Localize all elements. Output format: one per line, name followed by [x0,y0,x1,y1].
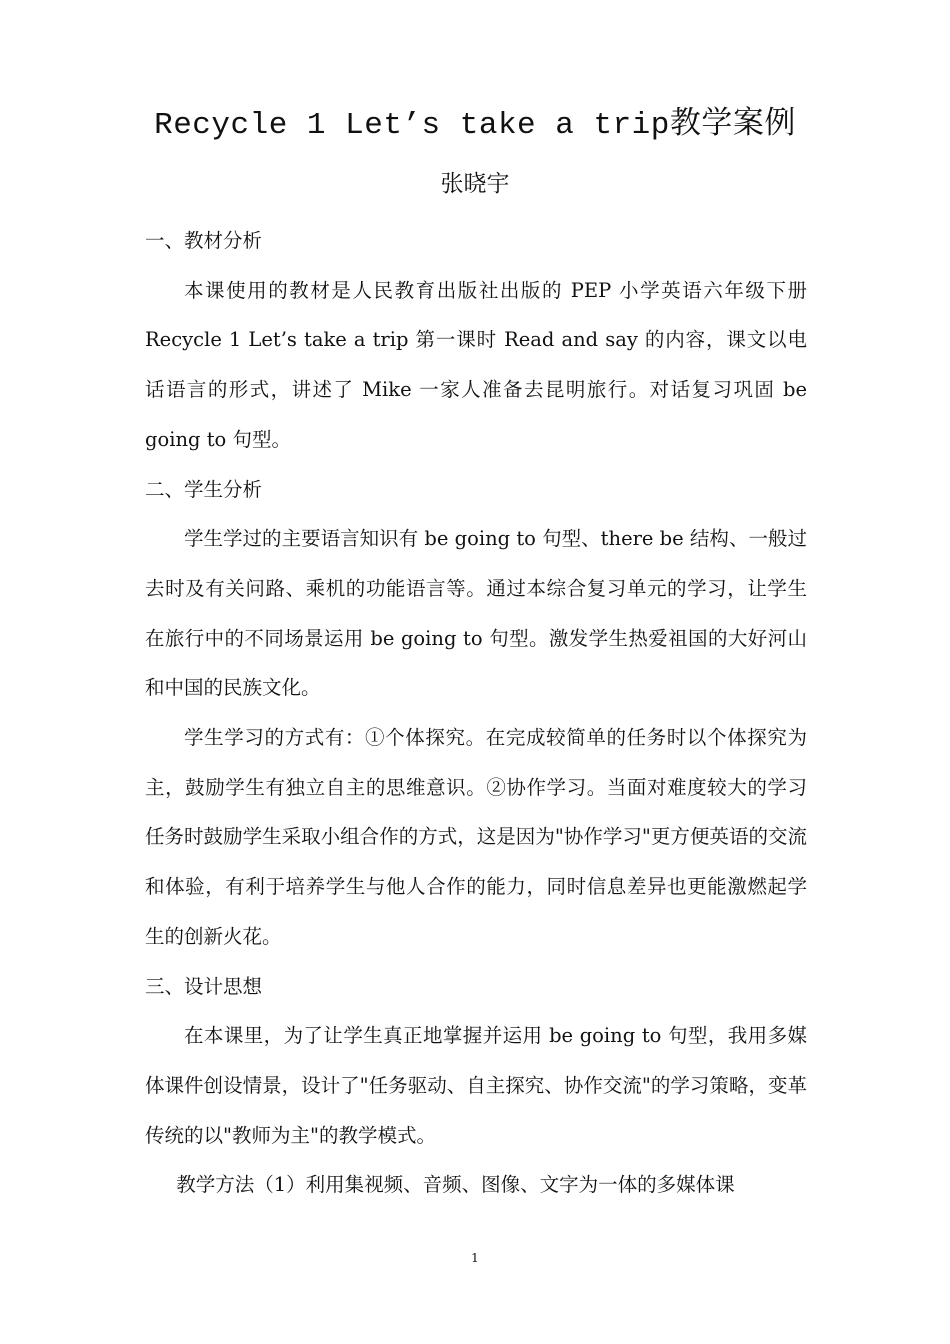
section-paragraph: 学生学习的方式有：①个体探究。在完成较简单的任务时以个体探究为主，鼓励学生有独立自主的思维意识。②协作学习。当面对难度较大的学习任务时鼓励学生采取小组合作的方式，这是因为"协作学习"更方便英语的交流和体验，有利于培养学生与他人合作的能力，同时信息差异也更能激燃起学生的创新火花。 [145,726,807,948]
page-number: 1 [471,1251,479,1265]
document-title: Recycle 1 Let’s take a trip教学案例 [154,108,796,143]
section-paragraph: 学生学过的主要语言知识有 be going to 句型、there be 结构、一般过去时及有关问路、乘机的功能语言等。通过本综合复习单元的学习，让学生在旅行中的不同场景运用 be going to 句型。激发学生热爱祖国的大好河山和中国的民族文化。 [145,527,807,700]
document-author: 张晓宇 [440,171,510,197]
section-heading: 一、教材分析 [145,229,263,252]
section-paragraph: 本课使用的教材是人民教育出版社出版的 PEP 小学英语六年级下册 Recycle 1 Let’s take a trip 第一课时 Read and say 的内容，课文以电话语言的形式，讲述了 Mike 一家人准备去昆明旅行。对话复习巩固 be going to 句型。 [145,278,807,451]
section-paragraph: 在本课里，为了让学生真正地掌握并运用 be going to 句型，我用多媒体课件创设情景，设计了"任务驱动、自主探究、协作交流"的学习策略，变革传统的以"教师为主"的教学模式。 [145,1024,807,1147]
section-heading: 二、学生分析 [145,477,263,501]
document-body [145,216,807,1210]
section-heading: 三、设计思想 [145,974,263,998]
trailing-paragraph: 教学方法（1）利用集视频、音频、图像、文字为一体的多媒体课 [176,1173,735,1197]
